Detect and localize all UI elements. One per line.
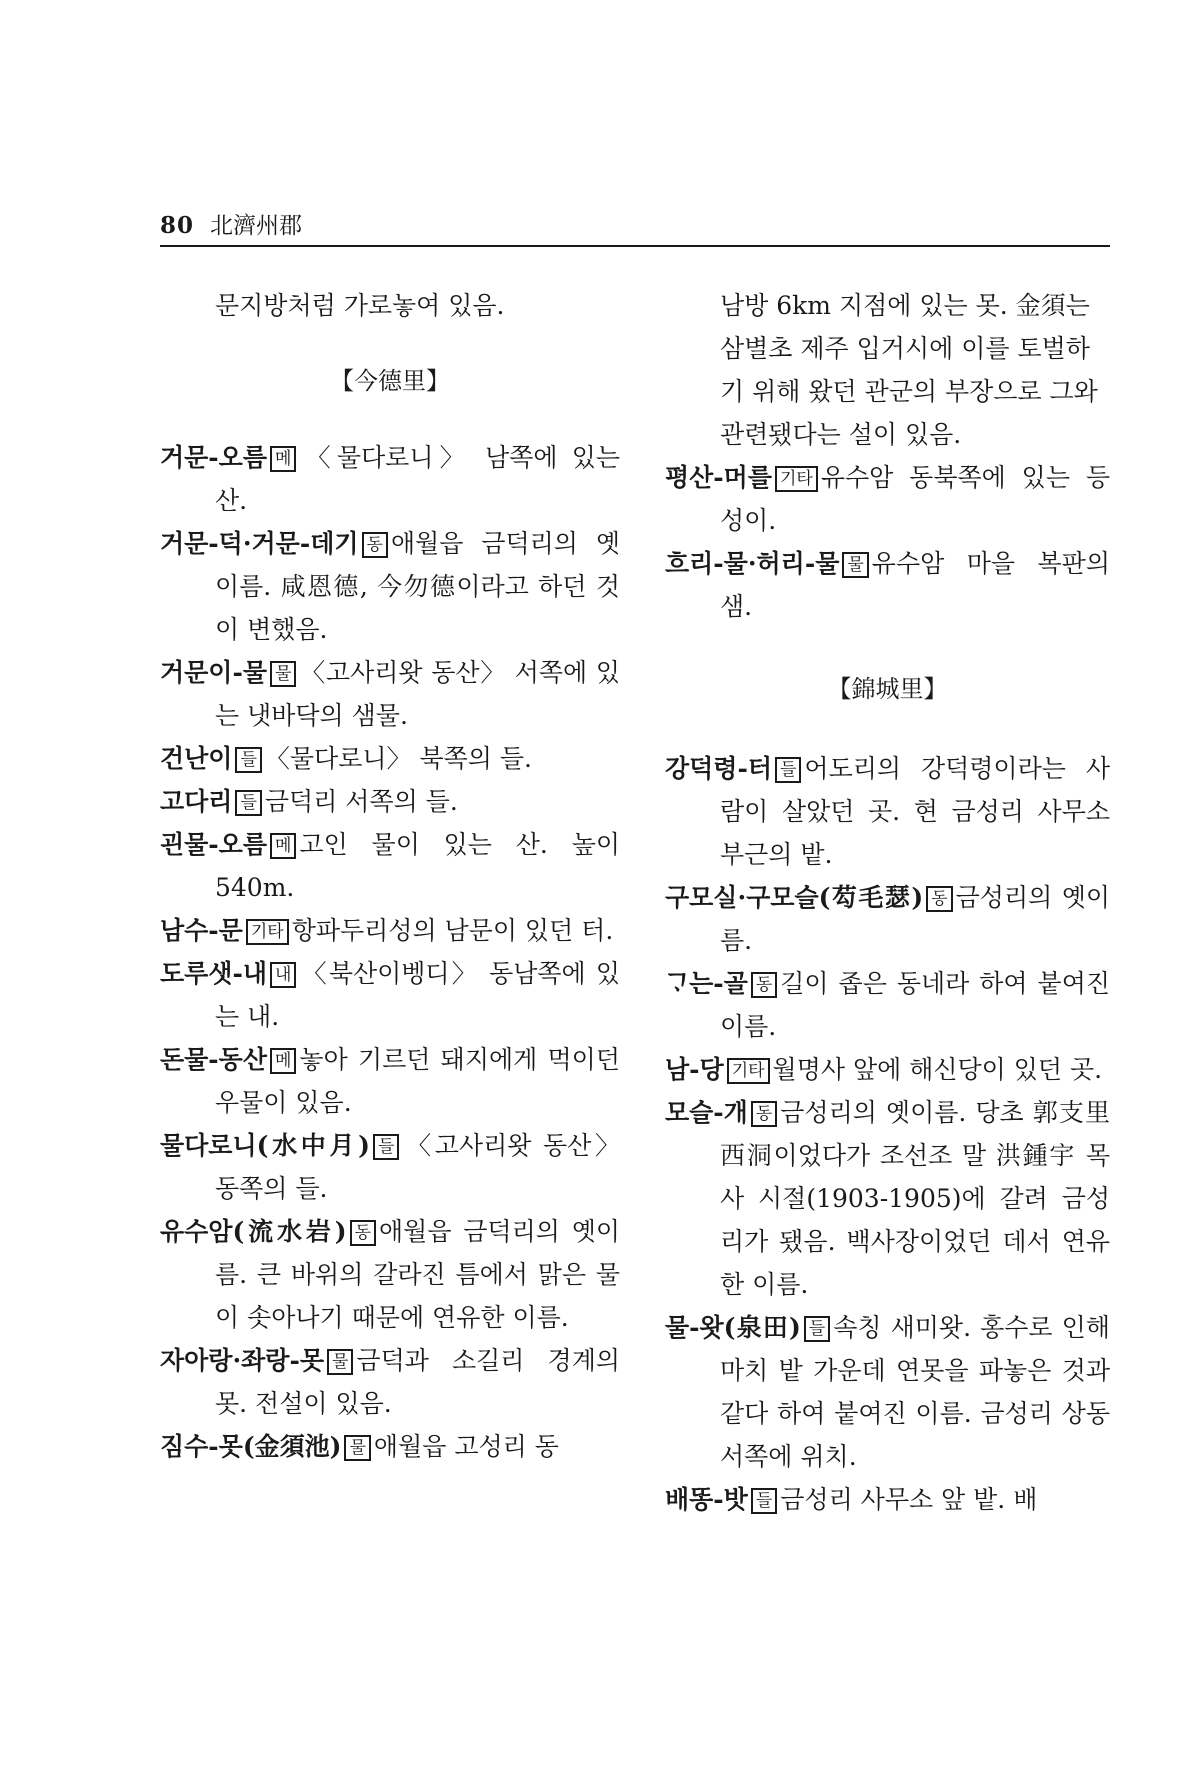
dictionary-entry: [160, 1038, 620, 1124]
category-tag: 동: [751, 972, 777, 998]
entry-text: 어도리의 강덕령이라는 사람이 살았던 곳. 현 금성리 사무소 부근의 밭.: [720, 754, 1110, 869]
dictionary-entry: [160, 952, 620, 1038]
dictionary-entry: [160, 522, 620, 651]
entry-text: 속칭 새미왓. 홍수로 인해 마치 밭 가운데 연못을 파놓은 것과 같다 하여 붙여진 이름. 금성리 상동 서쪽에 위치.: [720, 1313, 1110, 1471]
dictionary-entry: [160, 1210, 620, 1339]
right-column: [665, 284, 1110, 1521]
dictionary-entry: [665, 1306, 1110, 1478]
dictionary-entry: [665, 876, 1110, 962]
continuation-text: 문지방처럼 가로놓여 있음.: [215, 291, 505, 320]
entry-headword: 괸물-오름: [160, 830, 267, 859]
entry-text: 길이 좁은 동네라 하여 붙여진 이름.: [720, 969, 1110, 1041]
category-tag: 들: [751, 1488, 777, 1514]
entry-text: 〈고사리왓 동산〉 동쪽의 들.: [215, 1131, 620, 1203]
dictionary-entry: [665, 962, 1110, 1048]
category-tag: 물: [327, 1349, 353, 1375]
entry-text: 〈북산이벵디〉 동남쪽에 있는 내.: [215, 959, 620, 1031]
running-header: [160, 212, 1110, 240]
entry-text: 놓아 기르던 돼지에게 먹이던 우물이 있음.: [215, 1045, 620, 1117]
category-tag: 메: [270, 1048, 296, 1074]
entry-headword: 남수-문: [160, 916, 243, 945]
header-rule: [160, 245, 1110, 247]
running-title: 北濟州郡: [210, 213, 303, 239]
section-heading: 【今德里】: [330, 367, 450, 395]
category-tag: 동: [926, 886, 952, 912]
dictionary-entry: [665, 747, 1110, 876]
entry-headword: 강덕령-터: [665, 754, 772, 783]
section-heading: 【錦城里】: [827, 675, 948, 703]
dictionary-entry: [665, 1048, 1110, 1091]
entry-headword: 짐수-못(金須池): [160, 1432, 342, 1461]
dictionary-entry: [665, 456, 1110, 542]
entry-list: [160, 436, 620, 1468]
entry-headword: 돈물-동산: [160, 1045, 267, 1074]
entry-headword: 거문이-물: [160, 658, 267, 687]
entry-headword: ᄀᆞ는-골: [665, 969, 748, 998]
entry-text: 애월읍 금덕리의 옛이름. 큰 바위의 갈라진 틈에서 맑은 물이 솟아나기 때문에 연유한 이름.: [215, 1217, 620, 1332]
entry-headword: 평산-머를: [665, 463, 772, 492]
category-tag: 기타: [775, 466, 818, 492]
dictionary-entry: [160, 651, 620, 737]
category-tag: 들: [373, 1134, 399, 1160]
dictionary-entry: [160, 780, 620, 823]
dictionary-entry: [160, 436, 620, 522]
entry-text: 〈물다로니〉 북쪽의 들.: [264, 744, 532, 773]
entry-text: 애월읍 금덕리의 옛이름. 咸恩德, 今勿德이라고 하던 것이 변했음.: [215, 529, 620, 644]
page-number: 80: [160, 212, 195, 239]
entry-headword: 거문-덕·거문-데기: [160, 529, 359, 558]
entry-text: 금덕리 서쪽의 들.: [264, 787, 458, 816]
entry-headword: 고다리: [160, 787, 233, 816]
category-tag: 들: [235, 747, 261, 773]
dictionary-entry: [160, 1339, 620, 1425]
entry-headword: 배똥-밧: [665, 1485, 748, 1514]
dictionary-entry: [160, 823, 620, 909]
entry-headword: 구모실·구모슬(芶毛瑟): [665, 883, 924, 912]
category-tag: 메: [270, 833, 296, 859]
entry-text: 유수암 동북쪽에 있는 등성이.: [720, 463, 1110, 535]
entry-headword: 도루샛-내: [160, 959, 267, 988]
entry-text: 금성리의 옛이름. 당초 郭支里 西洞이었다가 조선조 말 洪鍾宇 목사 시절(1903-1905)에 갈려 금성리가 됐음. 백사장이었던 데서 연유한 이름.: [720, 1098, 1110, 1299]
entry-text: 금덕과 소길리 경계의 못. 전설이 있음.: [215, 1346, 620, 1418]
category-tag: 물: [842, 552, 868, 578]
entry-list: [665, 747, 1110, 1521]
category-tag: 기타: [727, 1058, 770, 1084]
entry-headword: 물다로니(水中月): [160, 1131, 370, 1160]
category-tag: 물: [344, 1435, 370, 1461]
entry-text: 〈고사리왓 동산〉 서쪽에 있는 냇바닥의 샘물.: [215, 658, 620, 730]
dictionary-entry: [160, 737, 620, 780]
entry-headword: 흐리-물·허리-물: [665, 549, 840, 578]
entry-headword: 자아랑·좌랑-못: [160, 1346, 324, 1375]
continuation-text: 남방 6km 지점에 있는 못. 金須는 삼별초 제주 입거시에 이를 토벌하기 위해 왔던 관군의 부장으로 그와 관련됐다는 설이 있음.: [720, 291, 1098, 449]
entry-headword: 유수암(流水岩): [160, 1217, 347, 1246]
dictionary-entry: [160, 1124, 620, 1210]
entry-text: 유수암 마을 복판의 샘.: [720, 549, 1110, 621]
dictionary-entry: [665, 1091, 1110, 1306]
category-tag: 들: [775, 757, 801, 783]
entry-text: 애월읍 고성리 동: [373, 1432, 559, 1461]
left-column: [160, 284, 620, 1468]
entry-text: 금성리 사무소 앞 밭. 배: [780, 1485, 1038, 1514]
entry-text: 항파두리성의 남문이 있던 터.: [291, 916, 614, 945]
entry-text: 금성리의 옛이름.: [720, 883, 1110, 955]
dictionary-entry: [160, 1425, 620, 1468]
category-tag: 메: [270, 446, 296, 472]
dictionary-entry: [665, 1478, 1110, 1521]
entry-text: 월명사 앞에 해신당이 있던 곳.: [772, 1055, 1103, 1084]
category-tag: 물: [270, 661, 296, 687]
entry-headword: 거문-오름: [160, 443, 267, 472]
entry-text: 고인 물이 있는 산. 높이 540m.: [215, 830, 620, 902]
entry-headword: 남-당: [665, 1055, 724, 1084]
dictionary-entry: [160, 909, 620, 952]
category-tag: 기타: [246, 919, 289, 945]
entry-list: [665, 456, 1110, 628]
entry-headword: 물-왓(泉田): [665, 1313, 801, 1342]
dictionary-entry: [665, 542, 1110, 628]
category-tag: 내: [270, 962, 296, 988]
entry-headword: 건난이: [160, 744, 233, 773]
category-tag: 동: [751, 1101, 777, 1127]
category-tag: 동: [350, 1220, 376, 1246]
category-tag: 동: [362, 532, 388, 558]
category-tag: 들: [235, 790, 261, 816]
entry-headword: 모슬-개: [665, 1098, 748, 1127]
category-tag: 들: [804, 1316, 830, 1342]
entry-text: 〈물다로니〉 남쪽에 있는 산.: [215, 443, 620, 515]
